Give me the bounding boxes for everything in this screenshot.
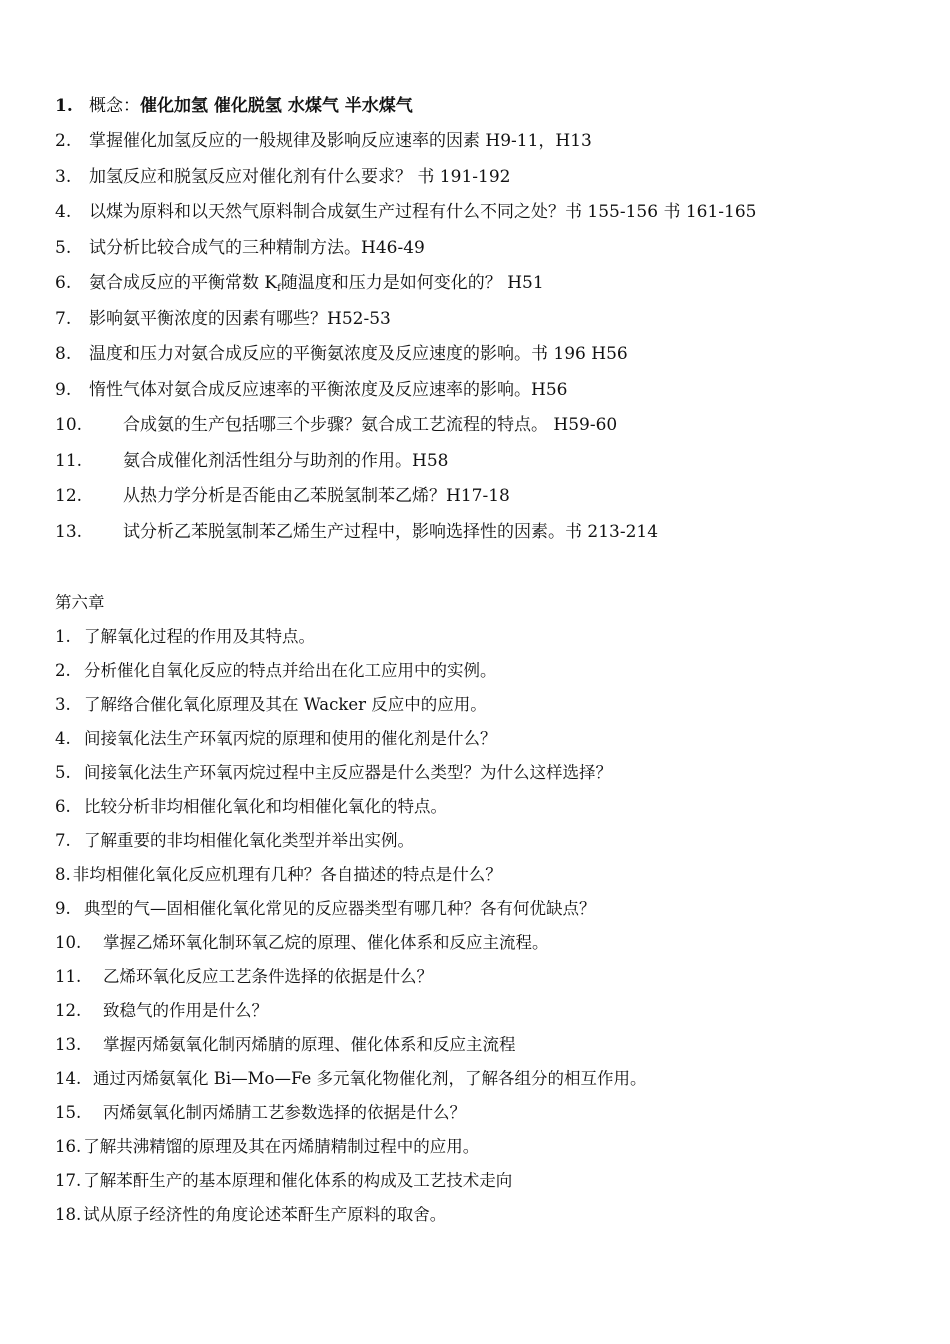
item-text: 掌握乙烯环氧化制环氧乙烷的原理、催化体系和反应主流程。 bbox=[103, 933, 549, 952]
item-text: 通过丙烯氨氧化 Bi—Mo—Fe 多元氧化物催化剂，了解各组分的相互作用。 bbox=[93, 1069, 647, 1088]
item-text: 了解共沸精馏的原理及其在丙烯腈精制过程中的应用。 bbox=[83, 1137, 480, 1156]
item-number: 6. bbox=[55, 273, 72, 293]
list-item bbox=[55, 1136, 479, 1158]
item-number: 9. bbox=[55, 380, 72, 400]
item-number: 7. bbox=[55, 831, 71, 850]
item-text: 合成氨的生产包括哪三个步骤？氨合成工艺流程的特点。 H59-60 bbox=[123, 415, 618, 435]
list-item bbox=[55, 343, 628, 365]
item-text: 典型的气—固相催化氧化常见的反应器类型有哪几种？各有何优缺点？ bbox=[84, 899, 596, 918]
list-item bbox=[55, 450, 448, 472]
item-number: 5. bbox=[55, 763, 71, 782]
item-number: 2. bbox=[55, 661, 71, 680]
list-item bbox=[55, 626, 315, 648]
item-number: 2. bbox=[55, 131, 72, 151]
item-number: 15. bbox=[55, 1103, 82, 1122]
item-number: 8. bbox=[55, 344, 72, 364]
item-text: 了解络合催化氧化原理及其在 Wacker 反应中的应用。 bbox=[84, 695, 487, 714]
list-item bbox=[55, 1068, 647, 1090]
item-number: 3. bbox=[55, 167, 72, 187]
item-number: 18. bbox=[55, 1205, 82, 1224]
item-text: 分析催化自氧化反应的特点并给出在化工应用中的实例。 bbox=[84, 661, 497, 680]
list-item bbox=[55, 1170, 512, 1192]
item-number: 10. bbox=[55, 415, 83, 435]
item-number: 4. bbox=[55, 729, 71, 748]
item-text: 了解重要的非均相催化氧化类型并举出实例。 bbox=[84, 831, 414, 850]
item-number: 11. bbox=[55, 451, 83, 471]
list-item bbox=[55, 485, 510, 507]
item-text: 掌握催化加氢反应的一般规律及影响反应速率的因素 H9-11，H13 bbox=[89, 131, 592, 151]
item-number: 9. bbox=[55, 899, 71, 918]
item-text: 丙烯氨氧化制丙烯腈工艺参数选择的依据是什么？ bbox=[103, 1103, 466, 1122]
item-text: 从热力学分析是否能由乙苯脱氢制苯乙烯？H17-18 bbox=[123, 486, 510, 506]
item-text: 氨合成反应的平衡常数 K bbox=[89, 273, 278, 293]
item-number: 16. bbox=[55, 1137, 82, 1156]
list-item bbox=[55, 308, 391, 330]
subscript: f bbox=[277, 283, 281, 294]
list-item bbox=[55, 521, 658, 543]
item-number: 12. bbox=[55, 1001, 82, 1020]
item-text: 比较分析非均相催化氧化和均相催化氧化的特点。 bbox=[84, 797, 447, 816]
item-number: 3. bbox=[55, 695, 71, 714]
item-text: 氨合成催化剂活性组分与助剂的作用。H58 bbox=[123, 451, 449, 471]
item-text: 非均相催化氧化反应机理有几种？各自描述的特点是什么？ bbox=[72, 865, 502, 884]
item-number: 7. bbox=[55, 309, 72, 329]
item-text: 试分析乙苯脱氢制苯乙烯生产过程中，影响选择性的因素。书 213-214 bbox=[123, 522, 659, 542]
item-text: 了解氧化过程的作用及其特点。 bbox=[84, 627, 315, 646]
item-text: 影响氨平衡浓度的因素有哪些？H52-53 bbox=[89, 309, 391, 329]
item-number: 4. bbox=[55, 202, 72, 222]
list-item bbox=[55, 932, 549, 954]
list-item bbox=[55, 272, 544, 300]
list-item bbox=[55, 379, 567, 401]
item-text: 了解苯酐生产的基本原理和催化体系的构成及工艺技术走向 bbox=[83, 1171, 513, 1190]
item-number: 1. bbox=[55, 96, 73, 116]
list-item bbox=[55, 130, 592, 152]
list-item bbox=[55, 1204, 446, 1226]
item-text: 间接氧化法生产环氧丙烷的原理和使用的催化剂是什么？ bbox=[84, 729, 497, 748]
item-text: 试分析比较合成气的三种精制方法。H46-49 bbox=[89, 238, 425, 258]
list-item bbox=[55, 728, 497, 750]
list-item bbox=[55, 898, 596, 920]
item-text: 温度和压力对氨合成反应的平衡氨浓度及反应速度的影响。书 196 H56 bbox=[89, 344, 628, 364]
item-number: 5. bbox=[55, 238, 72, 258]
item-number: 1. bbox=[55, 627, 71, 646]
list-item bbox=[55, 1034, 516, 1056]
item-text: 试从原子经济性的角度论述苯酐生产原料的取舍。 bbox=[83, 1205, 447, 1224]
item-text: 加氢反应和脱氢反应对催化剂有什么要求？ 书 191-192 bbox=[89, 167, 511, 187]
item-text: 乙烯环氧化反应工艺条件选择的依据是什么？ bbox=[103, 967, 433, 986]
list-item bbox=[55, 864, 502, 886]
item-text: 惰性气体对氨合成反应速率的平衡浓度及反应速率的影响。H56 bbox=[89, 380, 568, 400]
item-text: 随温度和压力是如何变化的？ H51 bbox=[280, 273, 544, 293]
item-number: 13. bbox=[55, 522, 83, 542]
item-text: 以煤为原料和以天然气原料制合成氨生产过程有什么不同之处？书 155-156 书 161-165 bbox=[89, 202, 757, 222]
list-item bbox=[55, 1102, 466, 1124]
list-item bbox=[55, 830, 414, 852]
item-label: 概念： bbox=[89, 96, 140, 116]
item-number: 13. bbox=[55, 1035, 82, 1054]
item-text: 致稳气的作用是什么？ bbox=[103, 1001, 268, 1020]
chapter-heading: 第六章 bbox=[55, 593, 105, 612]
list-item bbox=[55, 796, 447, 818]
list-item bbox=[55, 660, 497, 682]
list-item bbox=[55, 414, 617, 436]
item-number: 6. bbox=[55, 797, 71, 816]
item-terms: 催化加氢 催化脱氢 水煤气 半水煤气 bbox=[140, 96, 413, 116]
list-item bbox=[55, 1000, 268, 1022]
item-number: 8. bbox=[55, 865, 71, 884]
list-item bbox=[55, 166, 510, 188]
list-item bbox=[55, 762, 612, 784]
list-item bbox=[55, 95, 413, 117]
item-text: 间接氧化法生产环氧丙烷过程中主反应器是什么类型？为什么这样选择？ bbox=[84, 763, 612, 782]
list-item bbox=[55, 237, 425, 259]
item-number: 12. bbox=[55, 486, 83, 506]
list-item bbox=[55, 694, 487, 716]
list-item bbox=[55, 201, 757, 223]
list-item bbox=[55, 966, 433, 988]
item-number: 10. bbox=[55, 933, 82, 952]
item-number: 14. bbox=[55, 1069, 82, 1088]
item-text: 掌握丙烯氨氧化制丙烯腈的原理、催化体系和反应主流程 bbox=[103, 1035, 516, 1054]
item-number: 11. bbox=[55, 967, 82, 986]
item-number: 17. bbox=[55, 1171, 82, 1190]
